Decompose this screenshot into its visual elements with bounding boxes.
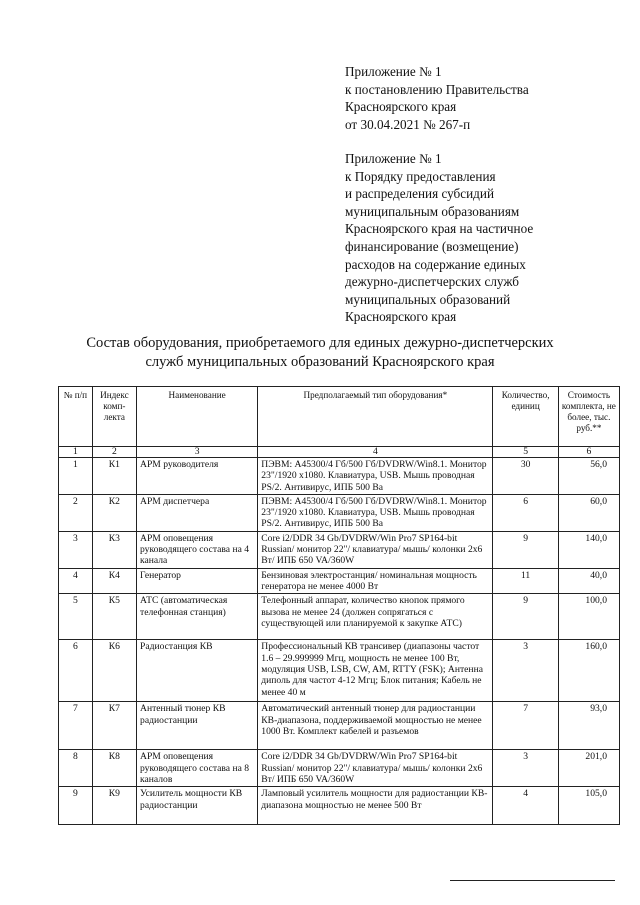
row-num: 1 xyxy=(59,458,93,495)
table-row xyxy=(59,531,620,568)
table-row xyxy=(59,787,620,825)
title-line-2: служб муниципальных образований Красноярского края xyxy=(145,354,495,370)
row-name: АРМ руководителя xyxy=(137,458,258,495)
row-cost: 60,0 xyxy=(558,494,619,531)
table-header-row xyxy=(59,387,620,447)
row-index: К5 xyxy=(92,594,136,640)
row-name: АТС (автоматическая телефонная станция) xyxy=(137,594,258,640)
row-index: К4 xyxy=(92,568,136,594)
appendix-line: Красноярского края xyxy=(345,99,457,115)
row-num: 8 xyxy=(59,750,93,787)
row-cost: 105,0 xyxy=(558,787,619,825)
col-number: 6 xyxy=(558,447,619,458)
row-num: 4 xyxy=(59,568,93,594)
row-qty: 7 xyxy=(493,702,558,750)
row-num: 9 xyxy=(59,787,93,825)
row-type: Профессиональный КВ трансивер (диапазоны частот 1.6 – 29.999999 Мгц, мощность не менее 100 Вт, модуляция USB, LSB, CW, AM, RTTY (FSK); Антенна диполь для частот 4-12 Мгц; Блок питания; Кабель не менее 40 м xyxy=(258,640,493,702)
row-qty: 11 xyxy=(493,568,558,594)
row-num: 5 xyxy=(59,594,93,640)
row-name: Генератор xyxy=(137,568,258,594)
row-index: К2 xyxy=(92,494,136,531)
row-qty: 30 xyxy=(493,458,558,495)
row-qty: 9 xyxy=(493,594,558,640)
row-qty: 4 xyxy=(493,787,558,825)
appendix-line: Красноярского края на частичное xyxy=(345,221,534,237)
row-num: 6 xyxy=(59,640,93,702)
row-type: ПЭВМ: A45300/4 Гб/500 Гб/DVDRW/Win8.1. Монитор 23"/1920 x1080. Клавиатура, USB. Мышь проводная PS/2. Антивирус, ИПБ 500 Ва xyxy=(258,494,493,531)
header-name: Наименование xyxy=(137,387,258,447)
header-num: № п/п xyxy=(59,387,93,447)
row-cost: 56,0 xyxy=(558,458,619,495)
table-row xyxy=(59,594,620,640)
table-row xyxy=(59,458,620,495)
table-row xyxy=(59,640,620,702)
row-cost: 40,0 xyxy=(558,568,619,594)
row-type: Бензиновая электростанция/ номинальная мощность генератора не менее 4000 Вт xyxy=(258,568,493,594)
appendix-line: дежурно-диспетчерских служб xyxy=(345,274,519,290)
appendix-line: расходов на содержание единых xyxy=(345,256,526,272)
row-cost: 140,0 xyxy=(558,531,619,568)
col-number: 1 xyxy=(59,447,93,458)
row-name: Радиостанция КВ xyxy=(137,640,258,702)
row-qty: 9 xyxy=(493,531,558,568)
row-name: Антенный тюнер КВ радиостанции xyxy=(137,702,258,750)
row-name: Усилитель мощности КВ радиостанции xyxy=(137,787,258,825)
appendix-secondary xyxy=(345,150,625,326)
appendix-line: финансирование (возмещение) xyxy=(345,238,519,254)
table-row xyxy=(59,750,620,787)
appendix-line: к Порядку предоставления xyxy=(345,168,496,184)
appendix-line: Приложение № 1 xyxy=(345,151,442,166)
row-num: 2 xyxy=(59,494,93,531)
row-qty: 3 xyxy=(493,750,558,787)
row-qty: 3 xyxy=(493,640,558,702)
row-cost: 93,0 xyxy=(558,702,619,750)
col-number: 5 xyxy=(493,447,558,458)
header-qty: Количество, единиц xyxy=(493,387,558,447)
col-number: 4 xyxy=(258,447,493,458)
header-index: Индекс комп-лекта xyxy=(92,387,136,447)
row-name: АРМ оповещения руководящего состава на 8 каналов xyxy=(137,750,258,787)
row-index: К9 xyxy=(92,787,136,825)
appendix-line: Приложение № 1 xyxy=(345,64,442,79)
row-index: К3 xyxy=(92,531,136,568)
appendix-line: от 30.04.2021 № 267-п xyxy=(345,116,471,132)
title-line-1: Состав оборудования, приобретаемого для единых дежурно-диспетчерских xyxy=(86,335,554,351)
row-type: Core i2/DDR 34 Gb/DVDRW/Win Pro7 SP164-bit Russian/ монитор 22"/ клавиатура/ мышь/ колонки 2х6 Вт/ ИПБ 650 VA/360W xyxy=(258,531,493,568)
table-row xyxy=(59,702,620,750)
appendix-line: Красноярского края xyxy=(345,309,457,325)
equipment-table xyxy=(58,386,620,825)
col-number: 2 xyxy=(92,447,136,458)
header-cost: Стоимость комплекта, не более, тыс. руб.** xyxy=(558,387,619,447)
table-row xyxy=(59,494,620,531)
table-row xyxy=(59,568,620,594)
row-index: К8 xyxy=(92,750,136,787)
appendix-line: и распределения субсидий xyxy=(345,186,495,202)
appendix-line: муниципальных образований xyxy=(345,291,511,307)
row-cost: 160,0 xyxy=(558,640,619,702)
row-index: К7 xyxy=(92,702,136,750)
row-type: ПЭВМ: A45300/4 Гб/500 Гб/DVDRW/Win8.1. Монитор 23"/1920 x1080. Клавиатура, USB. Мышь проводная PS/2. Антивирус, ИПБ 500 Ва xyxy=(258,458,493,495)
row-index: К6 xyxy=(92,640,136,702)
row-type: Core i2/DDR 34 Gb/DVDRW/Win Pro7 SP164-bit Russian/ монитор 22"/ клавиатура/ мышь/ колонки 2х6 Вт/ ИПБ 650 VA/360W xyxy=(258,750,493,787)
row-cost: 201,0 xyxy=(558,750,619,787)
document-title xyxy=(40,334,600,372)
row-num: 3 xyxy=(59,531,93,568)
row-type: Телефонный аппарат, количество кнопок прямого вызова не менее 24 (должен сопрягаться с существующей или планируемой к закупке АТС) xyxy=(258,594,493,640)
row-qty: 6 xyxy=(493,494,558,531)
row-name: АРМ оповещения руководящего состава на 4 канала xyxy=(137,531,258,568)
row-num: 7 xyxy=(59,702,93,750)
row-cost: 100,0 xyxy=(558,594,619,640)
header-type: Предполагаемый тип оборудования* xyxy=(258,387,493,447)
row-name: АРМ диспетчера xyxy=(137,494,258,531)
row-index: К1 xyxy=(92,458,136,495)
appendix-line: муниципальным образованиям xyxy=(345,203,520,219)
column-number-row xyxy=(59,447,620,458)
row-type: Ламповый усилитель мощности для радиостанции КВ-диапазона мощностью не менее 500 Вт xyxy=(258,787,493,825)
appendix-primary xyxy=(345,63,625,133)
col-number: 3 xyxy=(137,447,258,458)
row-type: Автоматический антенный тюнер для радиостанции КВ-диапазона, поддерживаемой мощностью не менее 1000 Вт. Комплект кабелей и разъемов xyxy=(258,702,493,750)
signature-line xyxy=(450,880,615,881)
appendix-line: к постановлению Правительства xyxy=(345,81,529,97)
